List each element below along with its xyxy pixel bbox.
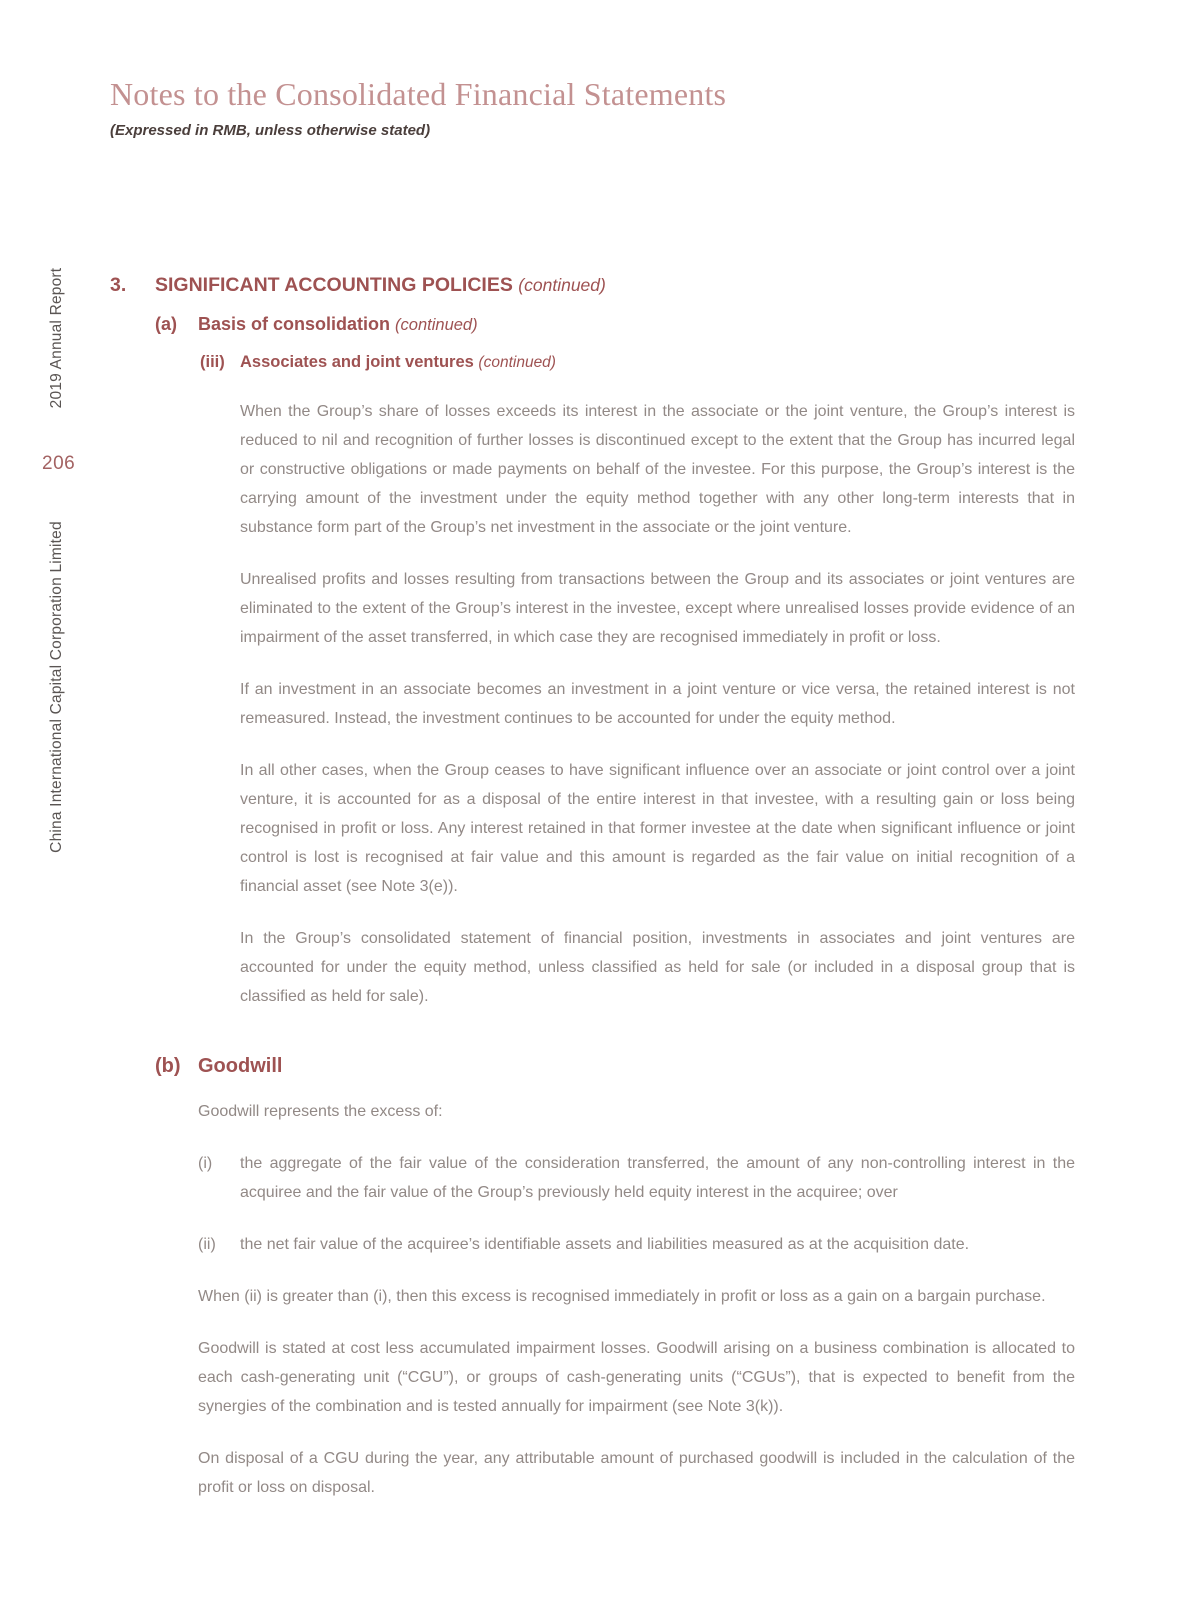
paragraph: When (ii) is greater than (i), then this excess is recognised immediately in profit or loss as a gain on a bargain purchase. (198, 1288, 1046, 1305)
subsection-b-label: (b) (155, 1055, 181, 1077)
subsection-b (110, 1053, 1075, 1502)
goodwill-intro: Goodwill represents the excess of: (198, 1103, 443, 1120)
section-title-wrap (155, 272, 606, 298)
section-number: 3. (110, 274, 127, 296)
goodwill-item-ii-label: (ii) (198, 1236, 216, 1253)
paragraph: If an investment in an associate becomes an investment in a joint venture or vice versa, the retained interest is not remeasured. Instead, the investment continues to be accounted for under the equity method. (240, 681, 1075, 727)
subsection-aiii-title: Associates and joint ventures (240, 353, 474, 371)
subsection-aiii-title-wrap (240, 351, 556, 374)
subsection-a-label: (a) (155, 314, 177, 334)
subsection-a-continued: (continued) (395, 316, 478, 334)
subsection-a-title-wrap (198, 312, 478, 337)
document-subtitle: (Expressed in RMB, unless otherwise stated) (110, 122, 431, 139)
goodwill-item-i-label: (i) (198, 1155, 213, 1172)
paragraph: Unrealised profits and losses resulting from transactions between the Group and its associates or joint ventures are eliminated to the extent of the Group’s interest in the investee, except where unrealised losses provide evidence of an impairment of the asset transferred, in which case they are recognised immediately in profit or loss. (240, 571, 1075, 646)
section-continued: (continued) (518, 275, 606, 295)
section-heading (110, 272, 1075, 298)
sidebar-report-title: 2019 Annual Report (48, 267, 65, 409)
paragraph: Goodwill is stated at cost less accumulated impairment losses. Goodwill arising on a business combination is allocated to each cash-generating unit (“CGU”), or groups of cash-generating units (“CGUs”), that is expected to benefit from the synergies of the combination and is tested annually for impairment (see Note 3(k)). (198, 1340, 1075, 1415)
subsection-aiii-heading (200, 351, 1075, 374)
paragraph: On disposal of a CGU during the year, any attributable amount of purchased goodwill is included in the calculation of the profit or loss on disposal. (198, 1450, 1075, 1496)
subsection-b-heading (155, 1053, 1075, 1079)
subsection-a-heading (155, 312, 1075, 337)
subsection-aiii-continued: (continued) (478, 354, 556, 371)
goodwill-item-ii-text: the net fair value of the acquiree’s identifiable assets and liabilities measured as at the acquisition date. (240, 1236, 970, 1253)
paragraph: In all other cases, when the Group ceases to have significant influence over an associate or joint control over a joint venture, it is accounted for as a disposal of the entire interest in that investee, with a resulting gain or loss being recognised in profit or loss. Any interest retained in that former investee at the date when significant influence or joint control is lost is recognised at fair value and this amount is regarded as the fair value on initial recognition of a financial asset (see Note 3(e)). (240, 762, 1075, 895)
main-content (110, 272, 1075, 1502)
section-title: SIGNIFICANT ACCOUNTING POLICIES (155, 274, 513, 296)
subsection-aiii-paragraphs (240, 397, 1075, 1011)
goodwill-item-i (198, 1149, 1075, 1207)
paragraph: In the Group’s consolidated statement of financial position, investments in associates and joint ventures are accounted for under the equity method, unless classified as held for sale (or included in a disposal group that is classified as held for sale). (240, 930, 1075, 1005)
subsection-a-title: Basis of consolidation (198, 314, 391, 334)
sidebar-company-name: China International Capital Corporation Limited (48, 521, 65, 853)
goodwill-item-i-text: the aggregate of the fair value of the consideration transferred, the amount of any non-controlling interest in the acquiree and the fair value of the Group’s previously held equity interest in the acquiree; over (240, 1155, 1075, 1201)
paragraph: When the Group’s share of losses exceeds its interest in the associate or the joint venture, the Group’s interest is reduced to nil and recognition of further losses is discontinued except to the extent that the Group has incurred legal or constructive obligations or made payments on behalf of the investee. For this purpose, the Group’s interest is the carrying amount of the investment under the equity method together with any other long-term interests that in substance form part of the Group’s net investment in the associate or the joint venture. (240, 403, 1075, 536)
subsection-aiii-label: (iii) (200, 353, 225, 371)
subsection-b-body (198, 1097, 1075, 1502)
subsection-b-title: Goodwill (198, 1055, 283, 1077)
page-number: 206 (42, 453, 76, 474)
document-title: Notes to the Consolidated Financial Statements (110, 76, 727, 112)
goodwill-item-ii (198, 1230, 1075, 1259)
